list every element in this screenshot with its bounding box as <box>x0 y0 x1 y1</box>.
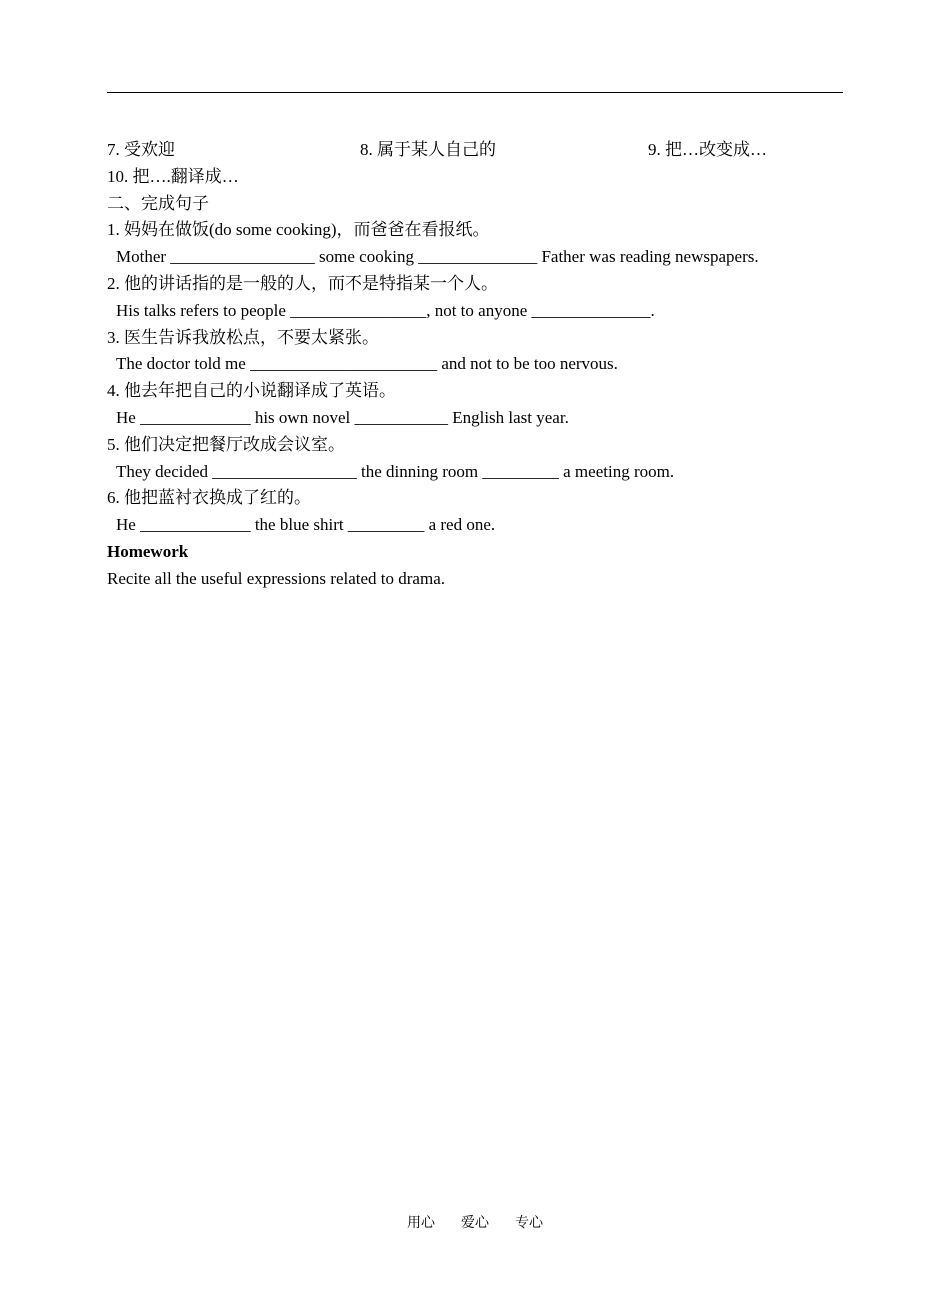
vocab-item-9: 9. 把…改变成… <box>648 140 767 159</box>
sentence-2-english: His talks refers to people ________________, not to anyone ______________. <box>116 300 655 320</box>
sentence-6-english: He _____________ the blue shirt _________ a red one. <box>116 515 496 535</box>
sentence-3-english: The doctor told me ______________________ and not to be too nervous. <box>116 354 618 374</box>
sentence-3-chinese: 3. 医生告诉我放松点，不要太紧张。 <box>107 327 379 347</box>
sentence-5-chinese: 5. 他们决定把餐厅改成会议室。 <box>107 434 345 454</box>
sentence-4-chinese: 4. 他去年把自己的小说翻译成了英语。 <box>107 381 396 401</box>
footer-word-2: 爱心 <box>461 1216 489 1231</box>
sentence-4-english: He _____________ his own novel ___________ English last year. <box>116 407 569 427</box>
vocab-item-8: 8. 属于某人自己的 <box>360 140 496 159</box>
section-title: 二、完成句子 <box>107 193 209 213</box>
vocab-item-7: 7. 受欢迎 <box>107 140 175 159</box>
sentence-1-chinese: 1. 妈妈在做饭(do some cooking)，而爸爸在看报纸。 <box>107 220 490 240</box>
page-footer <box>0 1212 950 1232</box>
footer-word-1: 用心 <box>407 1216 435 1231</box>
sentence-1-english: Mother _________________ some cooking ______________ Father was reading newspapers. <box>116 247 759 267</box>
worksheet-content <box>107 137 847 593</box>
homework-text: Recite all the useful expressions related to drama. <box>107 568 445 588</box>
homework-title: Homework <box>107 541 189 561</box>
vocab-item-10: 10. 把….翻译成… <box>107 166 239 186</box>
sentence-5-english: They decided _________________ the dinning room _________ a meeting room. <box>116 461 675 481</box>
vocab-row <box>107 137 847 164</box>
sentence-6-chinese: 6. 他把蓝衬衣换成了红的。 <box>107 488 311 508</box>
header-rule <box>107 92 843 93</box>
footer-word-3: 专心 <box>515 1216 543 1231</box>
sentence-2-chinese: 2. 他的讲话指的是一般的人，而不是特指某一个人。 <box>107 273 498 293</box>
